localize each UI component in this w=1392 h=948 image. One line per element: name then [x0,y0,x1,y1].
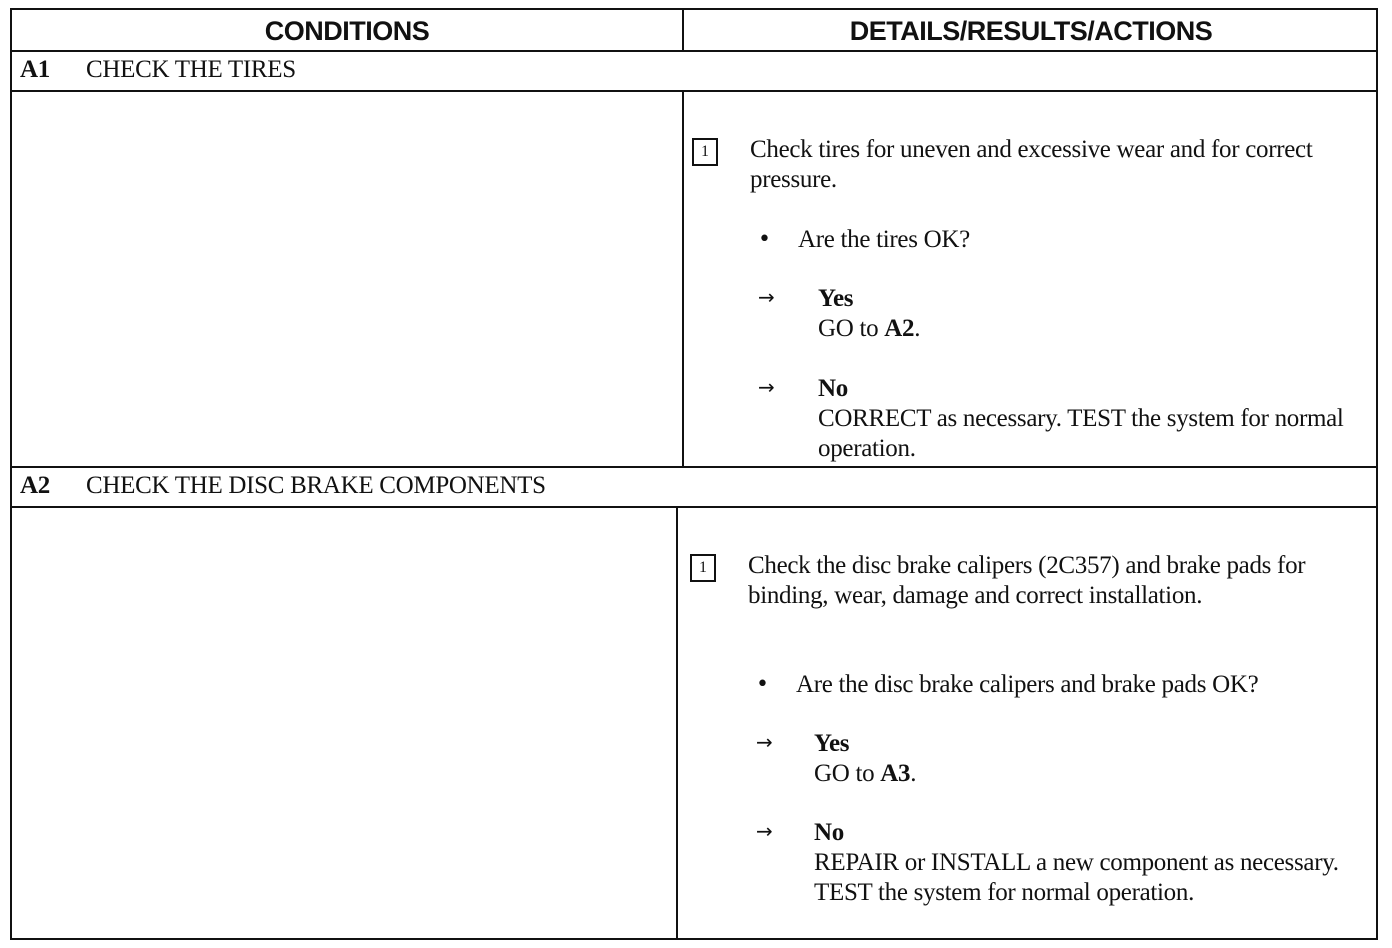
section-a2-title [20,472,546,500]
conditions-header: CONDITIONS [264,15,430,46]
yes-action-suffix: . [914,315,921,342]
yes-label: Yes [814,730,850,757]
no-action: CORRECT as necessary. TEST the system for normal operation. [818,405,1344,462]
a2-column-divider [676,506,678,940]
a1-column-divider [682,90,684,466]
yes-result [814,729,1354,789]
section-a1-title [20,56,296,84]
arrow-right-icon: → [756,730,773,754]
header-column-divider [682,10,684,50]
arrow-right-icon: → [758,375,775,399]
step-instruction: Check the disc brake calipers (2C357) and brake pads for binding, wear, damage and correct installation. [748,552,1306,609]
yes-action-suffix: . [910,760,917,787]
yes-label: Yes [818,285,854,312]
details-header: DETAILS/RESULTS/ACTIONS [849,15,1213,46]
a1-title-divider [12,90,1376,92]
step-number-box: 1 [692,138,718,166]
no-result [818,374,1358,464]
step-instruction: Check tires for uneven and excessive wear and for correct pressure. [750,136,1313,193]
no-action: REPAIR or INSTALL a new component as necessary. TEST the system for normal operation. [814,849,1339,906]
no-result [814,818,1354,908]
yes-action-target: A2 [884,315,915,342]
step-question: Are the tires OK? [798,226,970,253]
a2-title-divider [12,506,1376,508]
section-title: CHECK THE DISC BRAKE COMPONENTS [86,472,546,499]
step-question: Are the disc brake calipers and brake pads OK? [796,671,1259,698]
section-title: CHECK THE TIRES [86,56,296,83]
yes-action-target: A3 [880,760,911,787]
no-label: No [814,819,844,846]
bullet-icon: • [758,227,771,252]
step-number-box: 1 [690,554,716,582]
no-label: No [818,375,848,402]
arrow-right-icon: → [758,285,775,309]
header-divider [12,50,1376,52]
yes-action-prefix: GO to [818,315,885,342]
yes-action-prefix: GO to [814,760,881,787]
a1-bottom-divider [12,466,1376,468]
diagnostic-table [10,8,1378,940]
yes-result [818,284,1358,344]
bullet-icon: • [756,672,769,697]
section-code: A1 [20,56,50,83]
arrow-right-icon: → [756,819,773,843]
section-code: A2 [20,472,50,499]
